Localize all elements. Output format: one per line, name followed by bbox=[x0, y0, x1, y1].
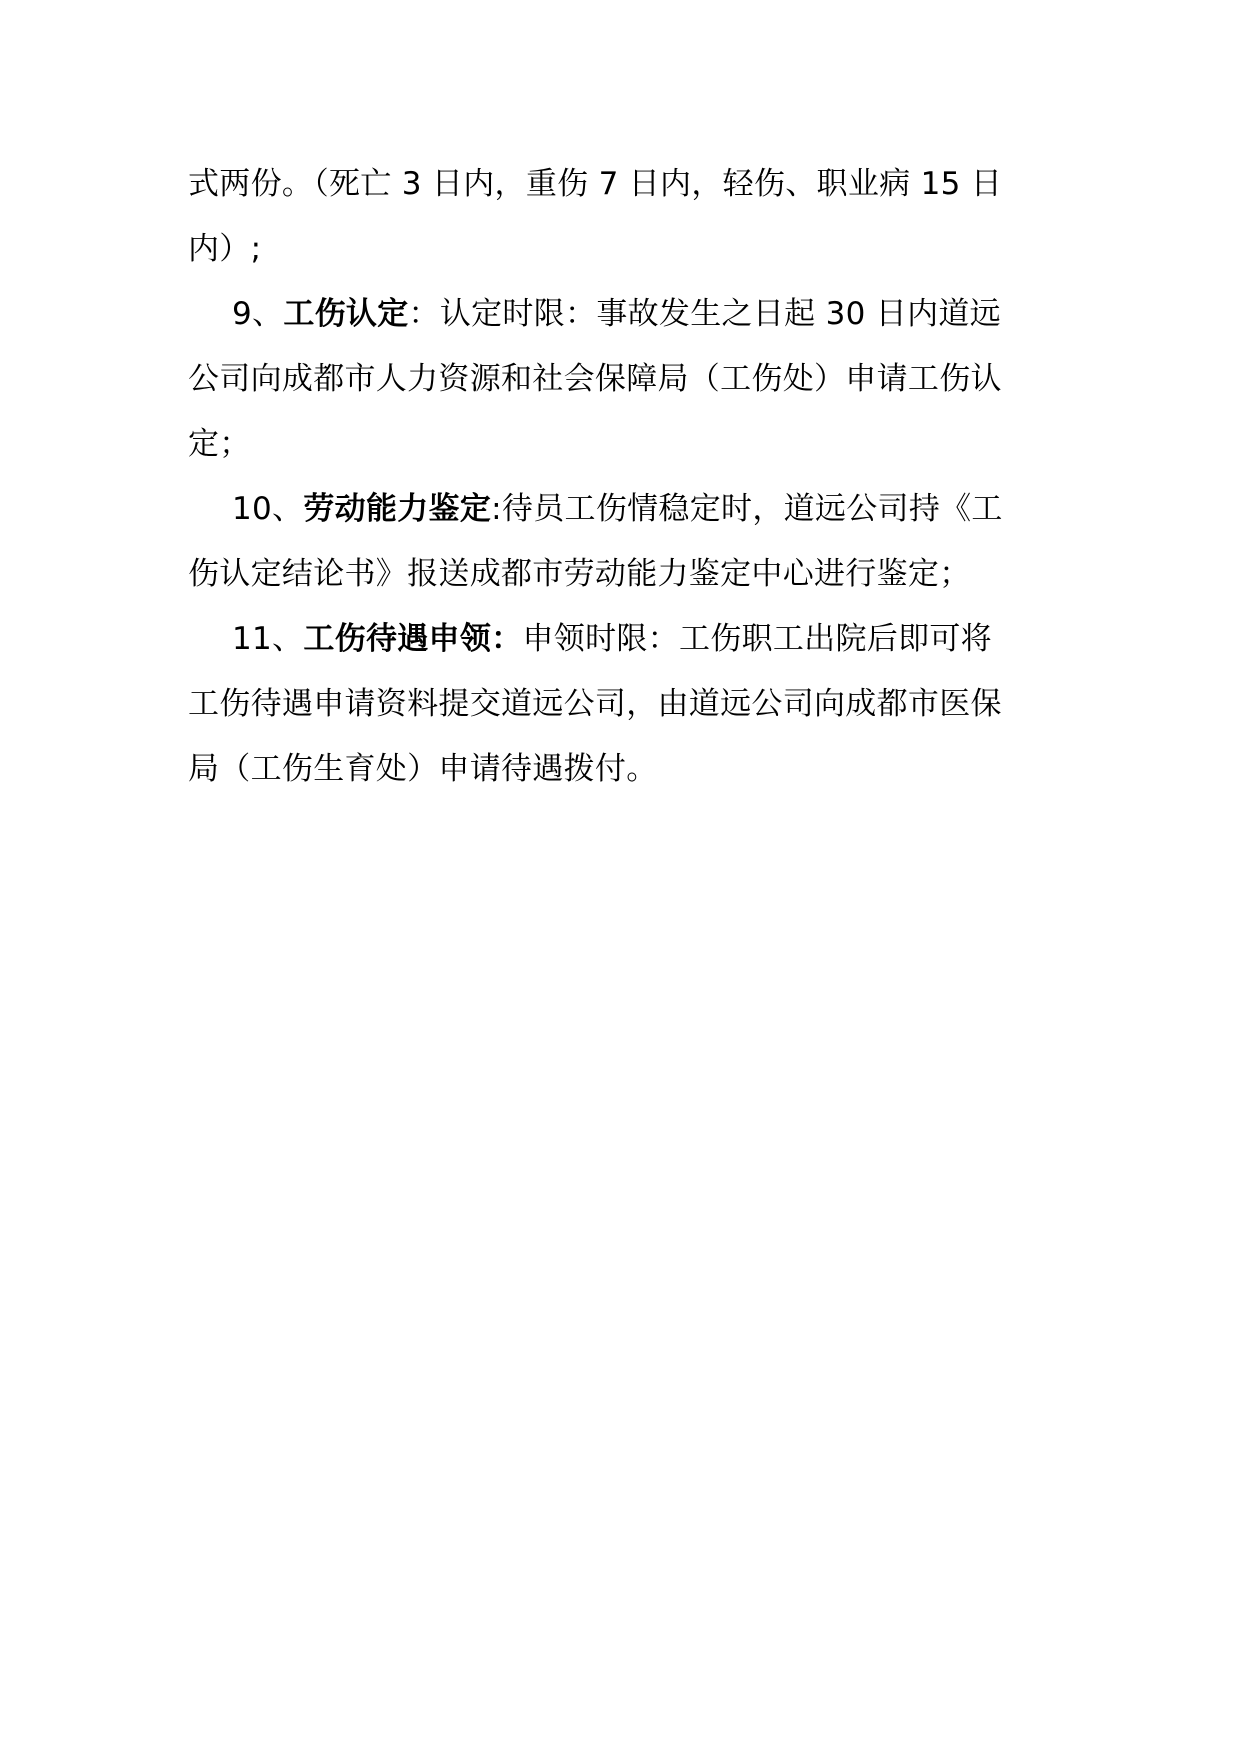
paragraph-line bbox=[188, 672, 1068, 737]
item-title: 劳动能力鉴定 bbox=[303, 491, 492, 527]
item-title: 工伤待遇申领： bbox=[303, 621, 523, 657]
line-text: 工伤待遇申请资料提交道远公司，由道远公司向成都市医保 bbox=[188, 686, 1002, 722]
line-text: 式两份。（死亡 3 日内，重伤 7 日内，轻伤、职业病 15 日 bbox=[188, 166, 1003, 202]
item-number: 11、 bbox=[232, 621, 304, 657]
item-title: 工伤认定 bbox=[283, 296, 409, 332]
line-text: 内）; bbox=[188, 231, 262, 267]
document-body bbox=[188, 152, 1068, 802]
line-text: 伤认定结论书》报送成都市劳动能力鉴定中心进行鉴定； bbox=[188, 556, 971, 592]
line-text: :待员工伤情稳定时，道远公司持《工 bbox=[491, 491, 1003, 527]
item-number: 9、 bbox=[232, 296, 284, 332]
line-text: 定； bbox=[188, 426, 251, 462]
item-10-line bbox=[188, 477, 1068, 542]
item-number: 10、 bbox=[232, 491, 304, 527]
paragraph-line bbox=[188, 412, 1068, 477]
line-text: 申领时限：工伤职工出院后即可将 bbox=[522, 621, 992, 657]
item-11-line bbox=[188, 607, 1068, 672]
item-9-line bbox=[188, 282, 1068, 347]
line-text: ：认定时限：事故发生之日起 30 日内道远 bbox=[408, 296, 1001, 332]
paragraph-line bbox=[188, 217, 1068, 282]
paragraph-line bbox=[188, 347, 1068, 412]
line-text: 局（工伤生育处）申请待遇拨付。 bbox=[188, 751, 658, 787]
line-text: 公司向成都市人力资源和社会保障局（工伤处）申请工伤认 bbox=[188, 361, 1002, 397]
paragraph-line bbox=[188, 737, 1068, 802]
paragraph-line bbox=[188, 152, 1068, 217]
paragraph-line bbox=[188, 542, 1068, 607]
